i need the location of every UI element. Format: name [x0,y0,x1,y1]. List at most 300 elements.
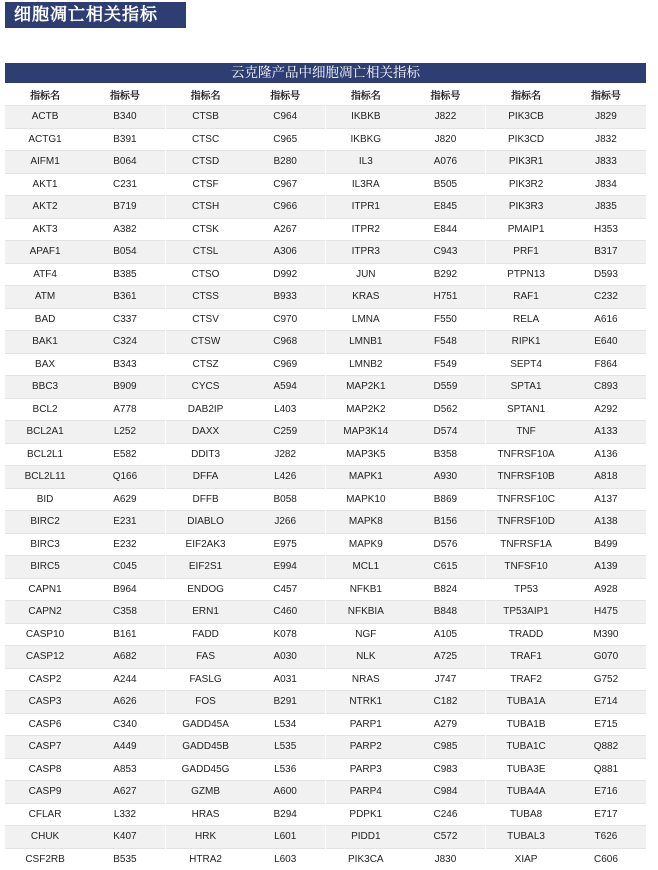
indicator-name-cell: CTSS [165,286,245,309]
indicator-name-cell: BCL2A1 [5,421,85,444]
indicator-code-cell: A076 [406,151,486,174]
indicator-name-cell: PIK3CD [486,128,566,151]
indicator-code-cell: E714 [566,691,646,714]
indicator-name-cell: PIK3CA [326,848,406,870]
indicator-code-cell: M390 [566,623,646,646]
indicator-code-cell: A928 [566,578,646,601]
table-row [5,848,646,870]
table-row [5,758,646,781]
table-row [5,286,646,309]
indicator-name-cell: PIK3CB [486,106,566,129]
indicator-name-cell: TUBA3E [486,758,566,781]
indicator-name-cell: DAB2IP [165,398,245,421]
table-row [5,623,646,646]
indicator-code-cell: L426 [245,466,325,489]
indicator-name-cell: TNFRSF1A [486,533,566,556]
indicator-code-cell: J822 [406,106,486,129]
indicator-name-cell: NGF [326,623,406,646]
indicator-code-cell: Q881 [566,758,646,781]
indicator-code-cell: A030 [245,646,325,669]
indicator-code-cell: A138 [566,511,646,534]
indicator-code-cell: B869 [406,488,486,511]
indicator-name-cell: DIABLO [165,511,245,534]
indicator-code-cell: D576 [406,533,486,556]
table-row [5,646,646,669]
indicator-name-cell: DDIT3 [165,443,245,466]
indicator-name-cell: CASP3 [5,691,85,714]
indicator-code-cell: F550 [406,308,486,331]
indicator-name-cell: GZMB [165,781,245,804]
indicator-code-cell: C893 [566,376,646,399]
indicator-name-cell: CASP10 [5,623,85,646]
indicator-code-cell: E715 [566,713,646,736]
indicator-name-cell: PTPN13 [486,263,566,286]
indicator-code-cell: D593 [566,263,646,286]
table-row [5,736,646,759]
table-row [5,781,646,804]
indicator-code-cell: B156 [406,511,486,534]
indicator-code-cell: J282 [245,443,325,466]
indicator-code-cell: J747 [406,668,486,691]
table-row [5,218,646,241]
indicator-name-cell: PARP3 [326,758,406,781]
indicator-name-cell: SPTA1 [486,376,566,399]
indicator-name-cell: TNFRSF10D [486,511,566,534]
indicator-name-cell: ACTB [5,106,85,129]
indicator-code-cell: K407 [85,826,165,849]
indicator-name-cell: TUBA1B [486,713,566,736]
indicator-name-cell: DFFA [165,466,245,489]
indicator-name-cell: HRAS [165,803,245,826]
indicator-code-cell: E716 [566,781,646,804]
table-header-row [5,83,646,106]
indicator-code-cell: C964 [245,106,325,129]
table-row [5,443,646,466]
table-row [5,691,646,714]
table-caption: 云克隆产品中细胞凋亡相关指标 [5,63,646,83]
indicator-name-cell: BAK1 [5,331,85,354]
indicator-code-cell: D574 [406,421,486,444]
indicator-name-cell: ENDOG [165,578,245,601]
column-header: 指标号 [566,83,646,106]
indicator-code-cell: E231 [85,511,165,534]
indicator-name-cell: GADD45G [165,758,245,781]
indicator-code-cell: F548 [406,331,486,354]
indicator-code-cell: E975 [245,533,325,556]
indicator-code-cell: B280 [245,151,325,174]
indicator-code-cell: A818 [566,466,646,489]
indicator-name-cell: ATF4 [5,263,85,286]
indicator-code-cell: E232 [85,533,165,556]
indicator-name-cell: BIRC5 [5,556,85,579]
indicator-code-cell: A627 [85,781,165,804]
indicator-name-cell: PARP1 [326,713,406,736]
indicator-code-cell: J832 [566,128,646,151]
indicator-code-cell: C969 [245,353,325,376]
table-row [5,151,646,174]
indicator-code-cell: C615 [406,556,486,579]
indicator-name-cell: BBC3 [5,376,85,399]
indicator-name-cell: PIK3R3 [486,196,566,219]
indicator-code-cell: E845 [406,196,486,219]
column-header: 指标名 [326,83,406,106]
table-row [5,713,646,736]
indicator-code-cell: C572 [406,826,486,849]
table-row [5,196,646,219]
indicator-code-cell: B064 [85,151,165,174]
indicator-name-cell: TRAF1 [486,646,566,669]
indicator-name-cell: ITPR3 [326,241,406,264]
indicator-code-cell: L535 [245,736,325,759]
indicator-name-cell: LMNB2 [326,353,406,376]
indicator-code-cell: G752 [566,668,646,691]
indicator-name-cell: PIK3R1 [486,151,566,174]
indicator-name-cell: ACTG1 [5,128,85,151]
indicator-code-cell: B358 [406,443,486,466]
indicator-name-cell: IKBKG [326,128,406,151]
indicator-code-cell: E640 [566,331,646,354]
indicator-name-cell: CASP2 [5,668,85,691]
indicator-name-cell: BAX [5,353,85,376]
indicator-code-cell: B161 [85,623,165,646]
indicator-code-cell: C966 [245,196,325,219]
indicator-name-cell: AKT1 [5,173,85,196]
indicator-code-cell: J820 [406,128,486,151]
indicator-name-cell: FASLG [165,668,245,691]
table-row [5,421,646,444]
indicator-name-cell: MAPK8 [326,511,406,534]
indicator-name-cell: PARP2 [326,736,406,759]
indicator-code-cell: A292 [566,398,646,421]
indicator-code-cell: B848 [406,601,486,624]
indicator-name-cell: KRAS [326,286,406,309]
indicator-name-cell: RELA [486,308,566,331]
table-row [5,668,646,691]
indicator-code-cell: B719 [85,196,165,219]
indicator-name-cell: ITPR1 [326,196,406,219]
indicator-code-cell: B505 [406,173,486,196]
table-row [5,601,646,624]
indicator-name-cell: DAXX [165,421,245,444]
indicator-code-cell: L534 [245,713,325,736]
indicator-name-cell: ERN1 [165,601,245,624]
indicator-name-cell: SPTAN1 [486,398,566,421]
indicator-name-cell: CTSL [165,241,245,264]
column-header: 指标号 [85,83,165,106]
indicator-code-cell: L603 [245,848,325,870]
indicator-name-cell: AKT2 [5,196,85,219]
column-header: 指标名 [486,83,566,106]
indicator-code-cell: J833 [566,151,646,174]
indicator-code-cell: A594 [245,376,325,399]
indicator-code-cell: C232 [566,286,646,309]
table-body [5,106,646,870]
indicator-name-cell: PIK3R2 [486,173,566,196]
column-header: 指标号 [245,83,325,106]
indicator-name-cell: CTSD [165,151,245,174]
indicator-name-cell: CSF2RB [5,848,85,870]
indicator-code-cell: A136 [566,443,646,466]
indicator-code-cell: B391 [85,128,165,151]
table-row [5,803,646,826]
indicator-code-cell: A382 [85,218,165,241]
indicator-name-cell: GADD45A [165,713,245,736]
indicator-name-cell: TP53 [486,578,566,601]
indicator-code-cell: A279 [406,713,486,736]
indicator-code-cell: A725 [406,646,486,669]
indicator-name-cell: BCL2L1 [5,443,85,466]
indicator-code-cell: C337 [85,308,165,331]
indicator-name-cell: TUBAL3 [486,826,566,849]
indicator-code-cell: A629 [85,488,165,511]
indicator-name-cell: TNFRSF10B [486,466,566,489]
indicator-name-cell: CASP6 [5,713,85,736]
table-row [5,466,646,489]
indicator-name-cell: NRAS [326,668,406,691]
indicator-name-cell: APAF1 [5,241,85,264]
indicator-code-cell: J829 [566,106,646,129]
indicator-code-cell: B964 [85,578,165,601]
indicator-code-cell: B294 [245,803,325,826]
indicator-name-cell: AIFM1 [5,151,85,174]
table-row [5,826,646,849]
indicator-code-cell: C259 [245,421,325,444]
indicator-name-cell: IL3RA [326,173,406,196]
indicator-code-cell: B054 [85,241,165,264]
indicator-code-cell: C983 [406,758,486,781]
indicator-name-cell: PDPK1 [326,803,406,826]
indicator-code-cell: C984 [406,781,486,804]
indicator-name-cell: DFFB [165,488,245,511]
indicator-name-cell: CAPN1 [5,578,85,601]
indicator-name-cell: NFKB1 [326,578,406,601]
indicator-name-cell: CASP9 [5,781,85,804]
indicator-name-cell: FOS [165,691,245,714]
indicator-code-cell: L536 [245,758,325,781]
indicator-code-cell: C340 [85,713,165,736]
indicator-name-cell: CTSV [165,308,245,331]
indicator-name-cell: TRAF2 [486,668,566,691]
indicator-code-cell: D562 [406,398,486,421]
indicator-code-cell: Q882 [566,736,646,759]
table-row [5,353,646,376]
indicator-name-cell: CAPN2 [5,601,85,624]
indicator-name-cell: IKBKB [326,106,406,129]
indicator-name-cell: MAP2K1 [326,376,406,399]
indicator-code-cell: B343 [85,353,165,376]
indicator-name-cell: TNFRSF10C [486,488,566,511]
indicator-code-cell: C985 [406,736,486,759]
indicator-code-cell: C968 [245,331,325,354]
indicator-name-cell: AKT3 [5,218,85,241]
indicator-code-cell: E844 [406,218,486,241]
indicator-name-cell: CTSW [165,331,245,354]
indicator-code-cell: A306 [245,241,325,264]
indicator-name-cell: RIPK1 [486,331,566,354]
indicator-code-cell: A244 [85,668,165,691]
indicator-code-cell: C965 [245,128,325,151]
indicator-code-cell: B317 [566,241,646,264]
indicator-name-cell: CTSZ [165,353,245,376]
table-row [5,556,646,579]
indicator-name-cell: MCL1 [326,556,406,579]
indicator-name-cell: BIRC2 [5,511,85,534]
indicator-code-cell: B535 [85,848,165,870]
indicator-code-cell: H751 [406,286,486,309]
indicator-name-cell: NTRK1 [326,691,406,714]
indicator-name-cell: ATM [5,286,85,309]
indicator-name-cell: IL3 [326,151,406,174]
indicator-code-cell: A139 [566,556,646,579]
indicator-name-cell: BAD [5,308,85,331]
table-row [5,376,646,399]
indicator-code-cell: C460 [245,601,325,624]
indicator-name-cell: LMNA [326,308,406,331]
indicator-name-cell: CTSF [165,173,245,196]
indicator-name-cell: MAPK1 [326,466,406,489]
indicator-code-cell: F864 [566,353,646,376]
indicator-name-cell: TUBA1A [486,691,566,714]
indicator-code-cell: A682 [85,646,165,669]
indicator-code-cell: E582 [85,443,165,466]
indicator-code-cell: A449 [85,736,165,759]
indicator-name-cell: PRF1 [486,241,566,264]
indicator-code-cell: A778 [85,398,165,421]
indicator-table [5,83,646,870]
indicator-name-cell: CTSH [165,196,245,219]
indicator-code-cell: A133 [566,421,646,444]
indicator-code-cell: F549 [406,353,486,376]
table-row [5,263,646,286]
indicator-code-cell: L332 [85,803,165,826]
indicator-name-cell: NFKBIA [326,601,406,624]
indicator-code-cell: C967 [245,173,325,196]
indicator-code-cell: K078 [245,623,325,646]
indicator-code-cell: Q166 [85,466,165,489]
indicator-name-cell: SEPT4 [486,353,566,376]
indicator-name-cell: CASP7 [5,736,85,759]
indicator-code-cell: J835 [566,196,646,219]
indicator-code-cell: T626 [566,826,646,849]
indicator-name-cell: MAP3K5 [326,443,406,466]
indicator-name-cell: TUBA8 [486,803,566,826]
indicator-name-cell: BCL2L11 [5,466,85,489]
indicator-name-cell: GADD45B [165,736,245,759]
indicator-name-cell: CTSC [165,128,245,151]
indicator-code-cell: B361 [85,286,165,309]
table-row [5,533,646,556]
indicator-code-cell: A137 [566,488,646,511]
indicator-name-cell: RAF1 [486,286,566,309]
table-row [5,511,646,534]
indicator-code-cell: A930 [406,466,486,489]
indicator-code-cell: B933 [245,286,325,309]
indicator-name-cell: FAS [165,646,245,669]
indicator-name-cell: CASP8 [5,758,85,781]
indicator-name-cell: FADD [165,623,245,646]
table-row [5,106,646,129]
indicator-code-cell: C457 [245,578,325,601]
indicator-name-cell: NLK [326,646,406,669]
table-row [5,128,646,151]
indicator-code-cell: A267 [245,218,325,241]
indicator-name-cell: HRK [165,826,245,849]
column-header: 指标名 [165,83,245,106]
table-row [5,398,646,421]
indicator-name-cell: MAPK10 [326,488,406,511]
table-row [5,488,646,511]
indicator-code-cell: C970 [245,308,325,331]
indicator-code-cell: C182 [406,691,486,714]
indicator-code-cell: C606 [566,848,646,870]
indicator-name-cell: CASP12 [5,646,85,669]
indicator-table-container [5,63,646,870]
indicator-code-cell: A626 [85,691,165,714]
indicator-name-cell: TRADD [486,623,566,646]
indicator-code-cell: C943 [406,241,486,264]
indicator-code-cell: G070 [566,646,646,669]
indicator-code-cell: J830 [406,848,486,870]
indicator-name-cell: BIRC3 [5,533,85,556]
indicator-name-cell: CFLAR [5,803,85,826]
indicator-code-cell: D559 [406,376,486,399]
indicator-code-cell: E717 [566,803,646,826]
indicator-code-cell: A031 [245,668,325,691]
indicator-name-cell: CTSO [165,263,245,286]
indicator-code-cell: B292 [406,263,486,286]
indicator-name-cell: TP53AIP1 [486,601,566,624]
indicator-code-cell: L252 [85,421,165,444]
indicator-code-cell: B824 [406,578,486,601]
indicator-code-cell: A105 [406,623,486,646]
indicator-name-cell: CYCS [165,376,245,399]
indicator-code-cell: B291 [245,691,325,714]
indicator-name-cell: TUBA4A [486,781,566,804]
indicator-name-cell: JUN [326,263,406,286]
indicator-code-cell: E994 [245,556,325,579]
indicator-code-cell: L601 [245,826,325,849]
indicator-name-cell: CHUK [5,826,85,849]
indicator-name-cell: PMAIP1 [486,218,566,241]
table-row [5,173,646,196]
indicator-name-cell: LMNB1 [326,331,406,354]
indicator-code-cell: L403 [245,398,325,421]
indicator-code-cell: C246 [406,803,486,826]
indicator-name-cell: MAPK9 [326,533,406,556]
indicator-code-cell: A600 [245,781,325,804]
indicator-name-cell: EIF2AK3 [165,533,245,556]
indicator-name-cell: CTSK [165,218,245,241]
indicator-code-cell: C358 [85,601,165,624]
indicator-name-cell: EIF2S1 [165,556,245,579]
indicator-name-cell: BCL2 [5,398,85,421]
indicator-name-cell: TUBA1C [486,736,566,759]
indicator-name-cell: TNFRSF10A [486,443,566,466]
indicator-code-cell: J834 [566,173,646,196]
column-header: 指标名 [5,83,85,106]
indicator-code-cell: A853 [85,758,165,781]
indicator-name-cell: MAP3K14 [326,421,406,444]
indicator-name-cell: TNF [486,421,566,444]
indicator-name-cell: BID [5,488,85,511]
indicator-name-cell: TNFSF10 [486,556,566,579]
indicator-name-cell: CTSB [165,106,245,129]
indicator-code-cell: C045 [85,556,165,579]
indicator-name-cell: XIAP [486,848,566,870]
indicator-name-cell: PARP4 [326,781,406,804]
indicator-code-cell: B340 [85,106,165,129]
indicator-code-cell: C231 [85,173,165,196]
